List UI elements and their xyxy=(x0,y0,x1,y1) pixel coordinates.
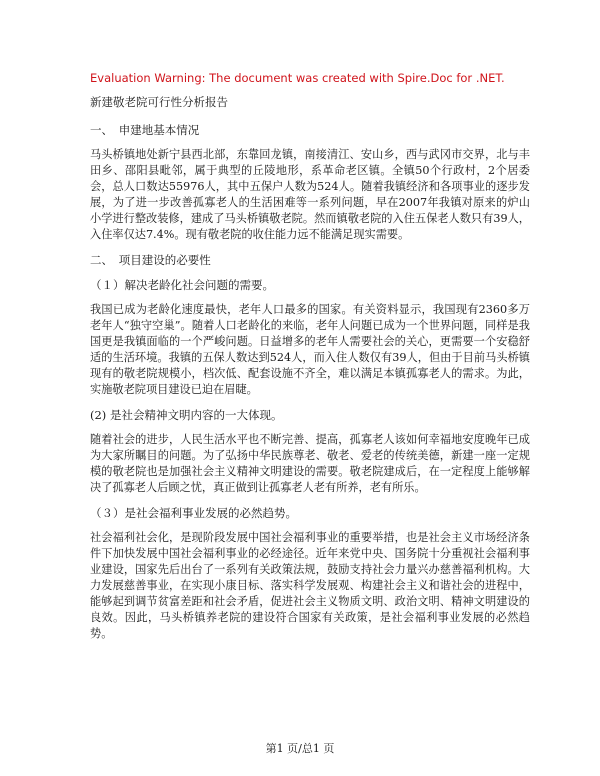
evaluation-warning: Evaluation Warning: The document was created with Spire.Doc for .NET. xyxy=(90,71,505,85)
page-number-footer: 第1 页/总1 页 xyxy=(265,742,335,755)
paragraph-social-welfare: 社会福利社会化，是现阶段发展中国社会福利事业的重要举措，也是社会主义市场经济条件下加快发展中国社会福利事业的必经途径。近年来党中央、国务院十分重视社会福利事业建设，国家先后出台了一系列有关政策法规，鼓励支持社会力量兴办慈善福利机构。大力发展慈善事业，在实现小康目标、落实科学发展观、构建社会主义和谐社会的进程中，能够起到调节贫富差距和社会矛盾，促进社会主义物质文明、政治文明、精神文明建设的良效。因此，马头桥镇养老院的建设符合国家有关政策，是社会福利事业发展的必然趋势。 xyxy=(90,531,530,640)
subheading-aging-society: （１）解决老龄化社会问题的需要。 xyxy=(90,278,274,292)
paragraph-aging-society: 我国已成为老龄化速度最快，老年人口最多的国家。有关资料显示，我国现有2360多万老年人“独守空巢”。随着人口老龄化的来临，老年人问题已成为一个世界问题，同样是我国更是我镇面临的一个严峻问题。日益增多的老年人需要社会的关心，更需要一个安稳舒适的生活环境。我镇的五保人数达到524人，而入住人数仅有39人，但由于目前马头桥镇现有的敬老院规模小，档次低、配套设施不齐全，难以满足本镇孤寡老人的需求。为此，实施敬老院项目建设已迫在眉睫。 xyxy=(90,303,530,396)
subheading-social-welfare: （３）是社会福利事业发展的必然趋势。 xyxy=(90,506,297,520)
section-heading-necessity: 二、 项目建设的必要性 xyxy=(90,253,211,267)
document-title: 新建敬老院可行性分析报告 xyxy=(90,95,228,109)
paragraph-site-info: 马头桥镇地处新宁县西北部，东靠回龙镇，南接清江、安山乡，西与武冈市交界，北与丰田乡、邵阳县毗邻，属于典型的丘陵地形，系革命老区镇。全镇50个行政村，2个居委会，总人口数达55976人，其中五保户人数为524人。随着我镇经济和各项事业的逐步发展，为了进一步改善孤寡老人的生活困难等一系列问题，早在2007年我镇对原来的炉山小学进行整改装修，建成了马头桥镇敬老院。然而镇敬老院的入住五保老人数只有39人，入住率仅达7.4%。现有敬老院的收住能力远不能满足现实需要。 xyxy=(90,148,530,241)
page-content xyxy=(90,70,530,651)
subheading-spiritual-civilization: (2) 是社会精神文明内容的一大体现。 xyxy=(90,408,283,422)
paragraph-spiritual-civilization: 随着社会的进步，人民生活水平也不断完善、提高，孤寡老人该如何幸福地安度晚年已成为大家所瞩目的问题。为了弘扬中华民族尊老、敬老、爱老的传统美德，新建一座一定规模的敬老院也是加强社会主义精神文明建设的需要。敬老院建成后，在一定程度上能够解决了孤寡老人后顾之忧，真正做到让孤寡老人老有所养，老有所乐。 xyxy=(90,433,530,494)
section-heading-site-info: 一、 申建地基本情况 xyxy=(90,123,200,137)
